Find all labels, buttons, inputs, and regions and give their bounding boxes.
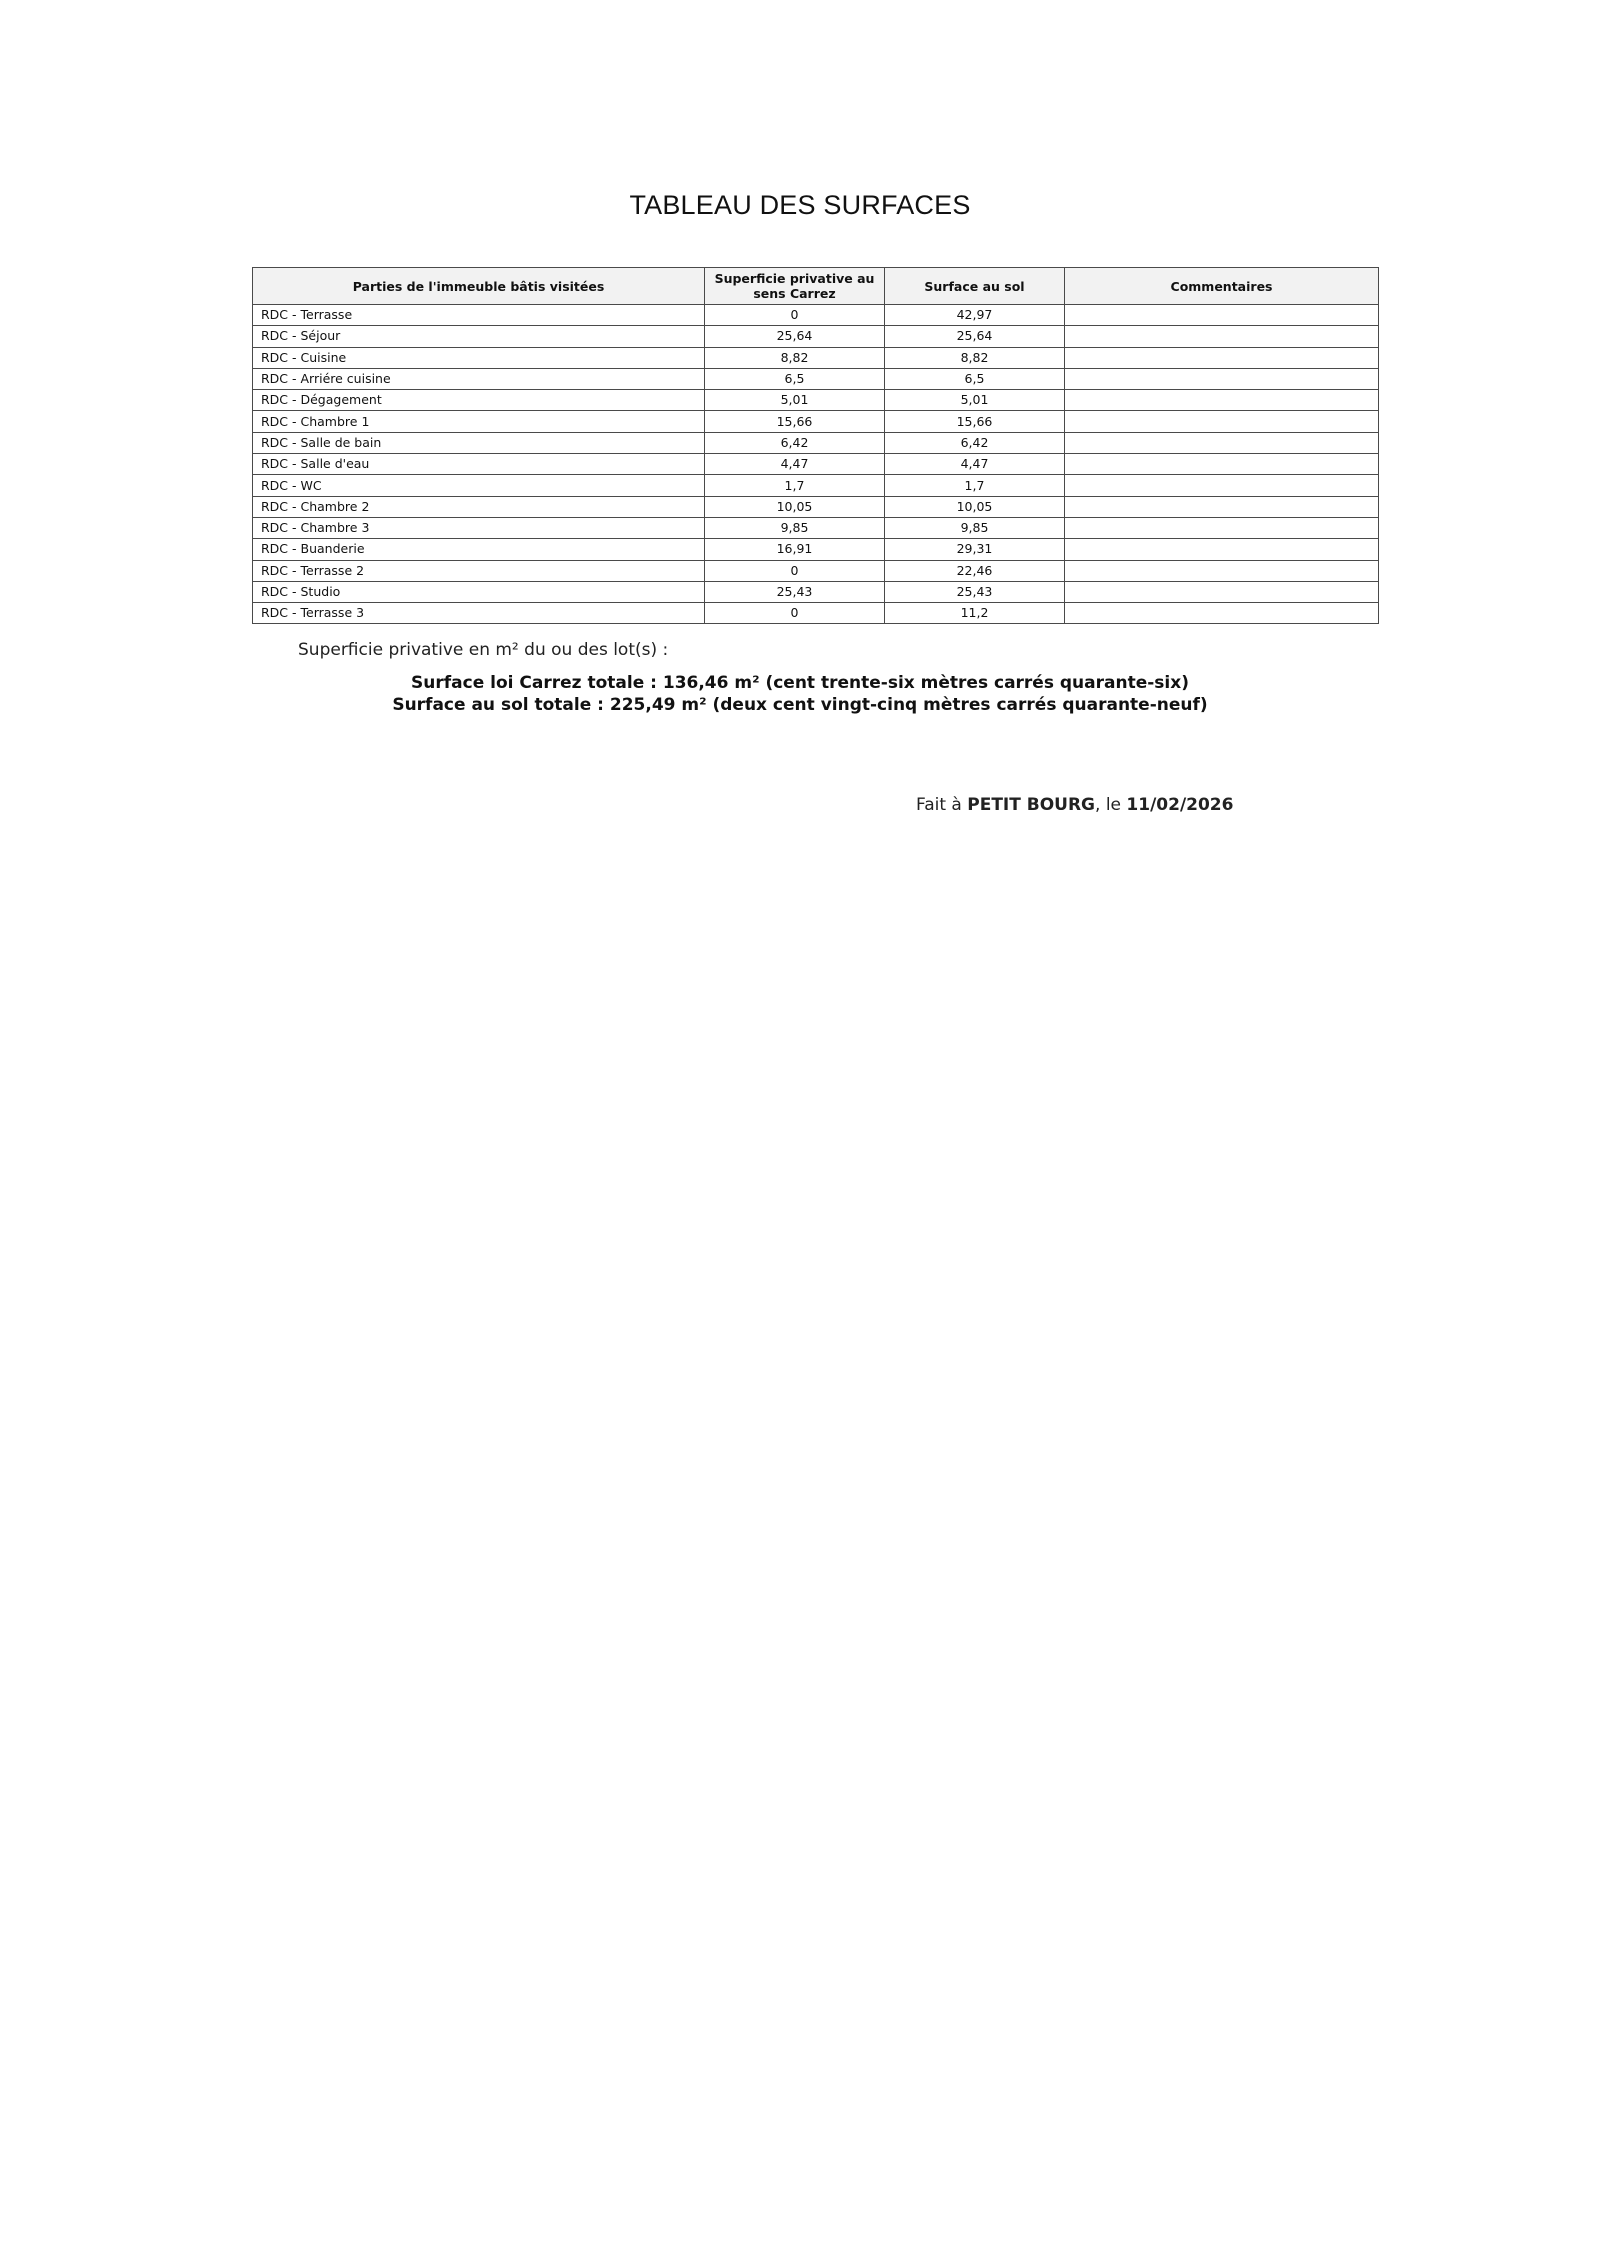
table-row	[253, 603, 1379, 624]
cell-carrez: 0	[705, 560, 885, 581]
cell-comment	[1065, 347, 1379, 368]
signature-place: PETIT BOURG	[967, 795, 1096, 815]
cell-comment	[1065, 411, 1379, 432]
table-body	[253, 305, 1379, 624]
cell-comment	[1065, 517, 1379, 538]
table-row	[253, 539, 1379, 560]
cell-surface-sol: 25,64	[885, 326, 1065, 347]
total-carrez: Surface loi Carrez totale : 136,46 m² (cent trente-six mètres carrés quarante-six)	[411, 673, 1189, 693]
cell-comment	[1065, 390, 1379, 411]
cell-surface-sol: 29,31	[885, 539, 1065, 560]
cell-comment	[1065, 539, 1379, 560]
cell-part: RDC - Arriére cuisine	[253, 368, 705, 389]
table-row	[253, 347, 1379, 368]
cell-surface-sol: 4,47	[885, 454, 1065, 475]
signature-prefix: Fait à	[916, 795, 968, 815]
cell-surface-sol: 25,43	[885, 581, 1065, 602]
cell-part: RDC - Dégagement	[253, 390, 705, 411]
cell-part: RDC - Séjour	[253, 326, 705, 347]
cell-carrez: 25,64	[705, 326, 885, 347]
private-area-subtitle: Superficie privative en m² du ou des lot(s) :	[298, 640, 669, 660]
signature-line	[916, 795, 1233, 815]
cell-carrez: 15,66	[705, 411, 885, 432]
cell-carrez: 25,43	[705, 581, 885, 602]
cell-surface-sol: 42,97	[885, 305, 1065, 326]
table-row	[253, 454, 1379, 475]
table-row	[253, 581, 1379, 602]
cell-part: RDC - Buanderie	[253, 539, 705, 560]
cell-carrez: 0	[705, 603, 885, 624]
cell-carrez: 5,01	[705, 390, 885, 411]
cell-surface-sol: 22,46	[885, 560, 1065, 581]
cell-comment	[1065, 560, 1379, 581]
table-row	[253, 390, 1379, 411]
cell-part: RDC - Salle d'eau	[253, 454, 705, 475]
cell-surface-sol: 6,5	[885, 368, 1065, 389]
cell-surface-sol: 6,42	[885, 432, 1065, 453]
cell-part: RDC - Studio	[253, 581, 705, 602]
cell-part: RDC - Chambre 3	[253, 517, 705, 538]
cell-part: RDC - WC	[253, 475, 705, 496]
table-row	[253, 368, 1379, 389]
cell-surface-sol: 11,2	[885, 603, 1065, 624]
cell-comment	[1065, 326, 1379, 347]
cell-surface-sol: 5,01	[885, 390, 1065, 411]
cell-part: RDC - Chambre 1	[253, 411, 705, 432]
surfaces-table	[252, 267, 1379, 624]
document-title: TABLEAU DES SURFACES	[629, 190, 971, 220]
table-row	[253, 411, 1379, 432]
cell-surface-sol: 10,05	[885, 496, 1065, 517]
cell-carrez: 0	[705, 305, 885, 326]
signature-middle: , le	[1095, 795, 1127, 815]
header-surface-sol: Surface au sol	[885, 268, 1065, 305]
total-surface-sol: Surface au sol totale : 225,49 m² (deux cent vingt-cinq mètres carrés quarante-neuf)	[392, 695, 1208, 715]
cell-carrez: 4,47	[705, 454, 885, 475]
cell-comment	[1065, 454, 1379, 475]
cell-part: RDC - Terrasse 3	[253, 603, 705, 624]
table-row	[253, 326, 1379, 347]
cell-carrez: 6,5	[705, 368, 885, 389]
cell-carrez: 10,05	[705, 496, 885, 517]
table-row	[253, 475, 1379, 496]
cell-surface-sol: 8,82	[885, 347, 1065, 368]
header-parts: Parties de l'immeuble bâtis visitées	[253, 268, 705, 305]
header-carrez: Superficie privative au sens Carrez	[705, 268, 885, 305]
table-row	[253, 496, 1379, 517]
table-header-row	[253, 268, 1379, 305]
header-comments: Commentaires	[1065, 268, 1379, 305]
table-row	[253, 517, 1379, 538]
cell-carrez: 6,42	[705, 432, 885, 453]
cell-surface-sol: 1,7	[885, 475, 1065, 496]
cell-comment	[1065, 496, 1379, 517]
cell-part: RDC - Salle de bain	[253, 432, 705, 453]
cell-comment	[1065, 305, 1379, 326]
cell-part: RDC - Terrasse	[253, 305, 705, 326]
table-row	[253, 305, 1379, 326]
cell-part: RDC - Chambre 2	[253, 496, 705, 517]
cell-comment	[1065, 603, 1379, 624]
cell-carrez: 9,85	[705, 517, 885, 538]
cell-part: RDC - Terrasse 2	[253, 560, 705, 581]
signature-date: 11/02/2026	[1126, 795, 1234, 815]
table-row	[253, 560, 1379, 581]
cell-carrez: 16,91	[705, 539, 885, 560]
cell-surface-sol: 15,66	[885, 411, 1065, 432]
cell-comment	[1065, 581, 1379, 602]
cell-carrez: 8,82	[705, 347, 885, 368]
cell-carrez: 1,7	[705, 475, 885, 496]
cell-part: RDC - Cuisine	[253, 347, 705, 368]
table-row	[253, 432, 1379, 453]
totals-block	[0, 672, 1600, 716]
cell-surface-sol: 9,85	[885, 517, 1065, 538]
cell-comment	[1065, 368, 1379, 389]
cell-comment	[1065, 432, 1379, 453]
cell-comment	[1065, 475, 1379, 496]
